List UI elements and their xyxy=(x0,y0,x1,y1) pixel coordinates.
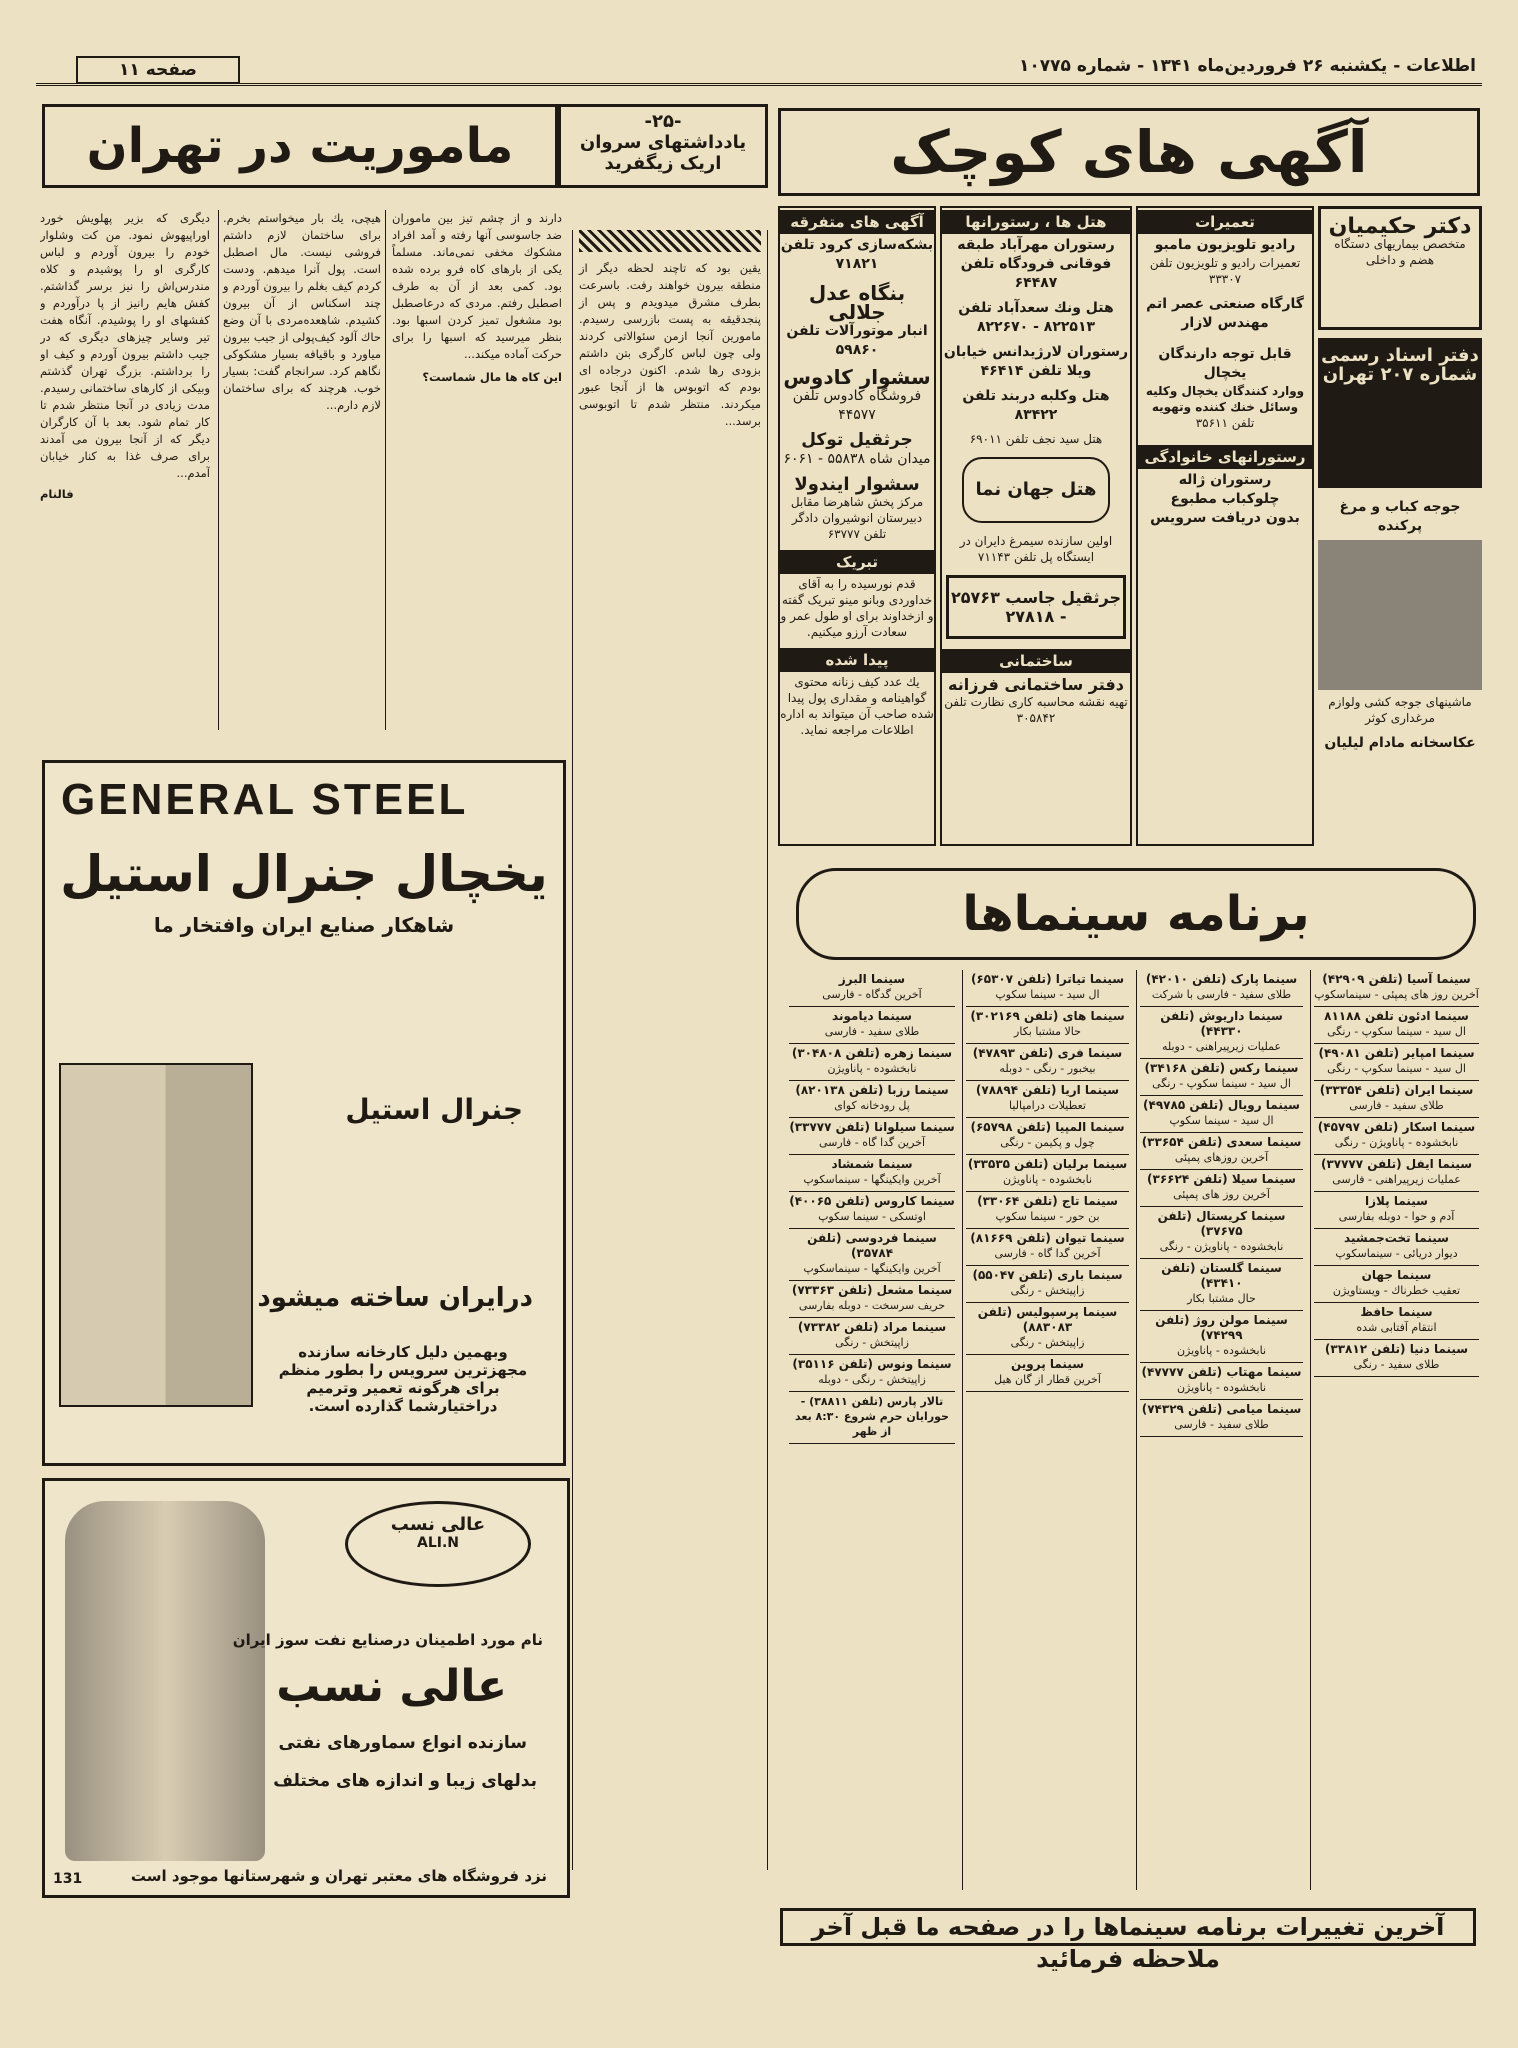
cinema-film: نابخشوده - پاناویژن - رنگی xyxy=(1159,1240,1284,1253)
cinema-film: زاپیتخش - رنگی - دوبله xyxy=(818,1373,926,1386)
doctor-name: دکتر حکیمیان xyxy=(1328,214,1472,239)
hotel-item-2: رستوران لارژیدانس خیابان ویلا تلفن ۴۶۴۱۴ xyxy=(943,344,1129,379)
cinema-name: سینما رکس (تلفن ۳۴۱۶۸) xyxy=(1144,1061,1299,1075)
cinema-entry xyxy=(789,1229,955,1281)
cinema-entry xyxy=(789,1155,955,1192)
cinema-film: ال سید - سینما سکوپ - رنگی xyxy=(1327,1062,1466,1075)
cinema-film: آخرین گدا گاه - فارسی xyxy=(994,1247,1101,1260)
cinema-entry xyxy=(966,970,1129,1007)
fridge-image xyxy=(59,1063,253,1407)
cinema-entry xyxy=(789,970,955,1007)
cinema-name: سینما سیلا (تلفن ۳۶۶۲۴) xyxy=(1147,1172,1296,1186)
article-col1-text: دیگری که بزیر پهلویش خورد اوراپیهوش نمود. من کت وشلوار خودم را بیرون آوردم و لباس کارگری او را پوشیدم و کلاه مندرس‌اش را نیز برسر گذاشتم. کفش هایم رانیز از پا درآوردم و کفشهای او را پوشیدم. آنگاه هفت تیر وسایر چیزهای دیگری که در جیب داشتم بیرون آوردم و کیف او را برداشتم. بزرگ تهران گذشتم وبیکی از کارهای ساختمانی رسیدم. مدت زیادی در آنجا منتظر شدم تا کار تمام شود. بعد با آن کارگران دیگر که از آنجا بیرون می آمدند برای صرف غذا به کنار خیابان آمدم... xyxy=(40,211,210,480)
hotel-item-0: رستوران مهرآباد طبقه فوقانی فرودگاه تلفن ۶۴۴۸۷ xyxy=(957,237,1115,291)
ali-number: 131 xyxy=(53,1871,83,1887)
cinema-film: حال مشتبا بکار xyxy=(1187,1292,1256,1305)
cinema-film: نابخشوده - پاناویژن xyxy=(1176,1381,1267,1394)
cinema-name: سینما ونوس (تلفن ۳۵۱۱۶) xyxy=(792,1357,952,1371)
cinema-film: ال سید - سینما سکوپ xyxy=(995,988,1100,1001)
cinema-entry xyxy=(789,1081,955,1118)
construction-header: ساختمانی xyxy=(942,649,1130,673)
cinema-entry xyxy=(966,1192,1129,1229)
cinema-film: ال سید - سینما سکوپ - رنگی xyxy=(1327,1025,1466,1038)
jarsaghil-ad: جرثقیل جاسب ۲۵۷۶۳ - ۲۷۸۱۸ xyxy=(946,575,1126,639)
cinema-name: سینما مهتاب (تلفن ۴۷۷۷۷) xyxy=(1141,1365,1302,1379)
cinema-name: سینما پارک (تلفن ۴۲۰۱۰) xyxy=(1145,972,1298,986)
cinema-film: زاپیتخش - رنگی xyxy=(1010,1336,1085,1349)
cinema-name: سینما داریوش (تلفن ۴۴۳۳۰) xyxy=(1160,1009,1283,1038)
cinema-name: سینما تخت‌جمشید xyxy=(1344,1231,1449,1245)
article-col3-text: دارند و از چشم تیز بین ماموران ضد جاسوسی آنها رفته و آمد افراد مشکوك مخفی نمی‌ماند. مسلماً یکی از بارهای کاه فرو برده شده بود. کمی بعد از آن به طرف اصطبل رفتم. مردی که درعاصطبل بود مشغول تمیز کردن اسبها بود. بنظر میرسید که اسبها را برای حرکت آماده میکند... xyxy=(392,211,562,361)
cinema-entry xyxy=(966,1355,1129,1392)
cinema-name: سینما مولن روژ (تلفن ۷۴۲۹۹) xyxy=(1155,1313,1288,1342)
subtitle-line-2: اریک زیگفرید xyxy=(604,153,722,174)
cinema-name: سینما زهره (تلفن ۳۰۴۸۰۸) xyxy=(791,1046,953,1060)
cinema-film: آدم و حوا - دوبله بفارسی xyxy=(1338,1210,1455,1223)
ali-logo xyxy=(345,1501,531,1587)
article-column-4 xyxy=(572,230,768,1870)
cinema-name: سینما سعدی (تلفن ۳۳۶۵۴) xyxy=(1141,1135,1302,1149)
ali-nasab-ad xyxy=(42,1478,570,1898)
cinema-column-2 xyxy=(1136,970,1306,1890)
cinema-film: پل رودخانه کوای xyxy=(834,1099,910,1112)
cinema-name: سینما مراد (تلفن ۷۳۳۸۲) xyxy=(797,1320,947,1334)
cinema-film: چول و پکیمن - رنگی xyxy=(1000,1136,1095,1149)
cinema-film: نابخشوده - پاناویژن xyxy=(1176,1344,1267,1357)
cinema-entry xyxy=(1140,970,1303,1007)
cinema-entry xyxy=(789,1192,955,1229)
cinema-name: سینما های (تلفن ۳۰۲۱۶۹) xyxy=(970,1009,1125,1023)
article-subtitle-box xyxy=(558,104,768,188)
article-signature: فالنام xyxy=(40,487,74,501)
found-header: پیدا شده xyxy=(780,648,934,672)
cinema-entry xyxy=(789,1044,955,1081)
cinema-name: سینما گلستان (تلفن ۴۳۴۱۰) xyxy=(1161,1261,1282,1290)
cinema-film: تعقیب خطرناك - ویستاویژن xyxy=(1332,1284,1461,1297)
classifieds-misc xyxy=(778,206,936,846)
gs-fa-title: یخچال جنرال استیل xyxy=(60,845,548,903)
cinema-entry xyxy=(966,1266,1129,1303)
cinema-film: نابخشوده - پاناویژن xyxy=(1002,1173,1093,1186)
cinema-film: ال سید - سینما سکوپ - رنگی xyxy=(1152,1077,1291,1090)
cinema-name: سینما میامی (تلفن ۷۴۳۲۹) xyxy=(1141,1402,1302,1416)
cinema-name: سینما امپایر (تلفن ۴۹۰۸۱) xyxy=(1318,1046,1475,1060)
cinema-entry xyxy=(966,1007,1129,1044)
cinema-entry xyxy=(1140,1259,1303,1311)
classifieds-right xyxy=(1318,206,1482,846)
cinema-film: زاپیتخش - رنگی xyxy=(1010,1284,1085,1297)
gs-brand: GENERAL STEEL xyxy=(61,775,469,824)
cinema-entry xyxy=(966,1118,1129,1155)
cinema-name: سینما پلازا xyxy=(1365,1194,1428,1208)
chicken-header: جوجه کباب و مرغ پرکنده xyxy=(1339,499,1461,534)
construction-item-1: تهیه نقشه محاسبه کاری نظارت تلفن ۳۰۵۸۴۲ xyxy=(944,695,1128,725)
classifieds-hotels xyxy=(940,206,1132,846)
rest-item-2: بدون دریافت سرویس xyxy=(1150,510,1300,526)
cinema-entry xyxy=(789,1355,955,1392)
hotel-banner-text: اولین سازنده سیمرغ دایران در ایستگاه پل تلفن ۷۱۱۴۳ xyxy=(959,534,1113,564)
cinema-film: زاپیتخش - رنگی xyxy=(835,1336,909,1349)
ali-line-1: نام مورد اطمینان درصنایع نفت سوز ایران xyxy=(232,1631,543,1649)
cinema-entry xyxy=(1314,1044,1479,1081)
cinema-film: طلای سفید - فارسی xyxy=(1349,1099,1444,1112)
cinema-film: نابخشوده - پاناویژن - رنگی xyxy=(1334,1136,1459,1149)
cinema-name: سینما مشعل (تلفن ۷۳۳۶۳) xyxy=(791,1283,953,1297)
classifieds-masthead: آگهی های کوچک xyxy=(778,108,1480,196)
cinema-name: سینما پروین xyxy=(1010,1357,1085,1371)
cinema-name: سینما المپیا (تلفن ۶۵۷۹۸) xyxy=(970,1120,1125,1134)
cinema-column-1 xyxy=(1310,970,1482,1890)
cinema-entry xyxy=(966,1155,1129,1192)
cinema-film: طلای سفید - فارسی xyxy=(824,1025,920,1038)
cinema-name: سینما فری (تلفن ۴۷۸۹۳) xyxy=(972,1046,1123,1060)
cinema-footer-note: آخرین تغییرات برنامه سینماها را در صفحه ما قبل آخر ملاحظه فرمائید xyxy=(780,1908,1476,1946)
cinema-film: انتقام آفتابی شده xyxy=(1356,1321,1437,1334)
cinema-entry xyxy=(966,1044,1129,1081)
misc-item-1: بنگاه عدل جلالی xyxy=(808,281,906,324)
cinema-film: آخرین قطار از گان هیل xyxy=(994,1373,1101,1386)
cinema-name: سینما البرز xyxy=(838,972,906,986)
issue-info: اطلاعات - یکشنبه ۲۶ فروردین‌ماه ۱۳۴۱ - شماره ۱۰۷۷۵ xyxy=(1019,56,1476,76)
cinema-film: عملیات زیرپیراهنی - فارسی xyxy=(1332,1173,1461,1186)
cinema-entry xyxy=(1140,1059,1303,1096)
repair-item-0: رادیو تلویزیون مامبو xyxy=(1154,237,1296,253)
cinema-film: آخرین روز های پمپئی xyxy=(1173,1188,1270,1201)
ornament xyxy=(579,230,761,252)
cinema-name: سینما دیاموند xyxy=(832,1009,912,1023)
article-column-2 xyxy=(218,210,386,730)
article-col2-text: هیچی، یك بار میخواستم بخرم. برای ساختمان لازم داشتم فروشی نیست. مال اصطبل است. پول آنرا میدهم. ودست کردم کیف بغلم را بیرون آوردم و چند اسکناس از آن بیرون کشیدم. شاهعده‌مردی با آن وضع حاك آلود کیف‌پولی از جیب بیرون میاورد و باقیافه بسیار مشکوکی نگاهم کرد. سرانجام گفت: بسیار خوب. هرچند که برای ساختمان لازم دارم... xyxy=(223,211,381,412)
cinema-name: سینما کریستال (تلفن ۳۷۶۷۵) xyxy=(1157,1209,1286,1238)
cinema-entry xyxy=(966,1081,1129,1118)
cinema-name: سینما رویال (تلفن ۴۹۷۸۵) xyxy=(1143,1098,1300,1112)
cinema-entry xyxy=(1140,1207,1303,1259)
cinema-column-4 xyxy=(786,970,958,1890)
cinema-name: سینما باری (تلفن ۵۵۰۴۷) xyxy=(972,1268,1123,1282)
cinema-entry xyxy=(1314,1118,1479,1155)
cinema-name: سینما رزبا (تلفن ۸۲۰۱۳۸) xyxy=(795,1083,949,1097)
cinema-entry xyxy=(1314,1303,1479,1340)
cinema-entry xyxy=(789,1118,955,1155)
misc-item-7: سشوار ایندولا xyxy=(794,474,920,495)
repairs-header: تعمیرات xyxy=(1138,210,1312,234)
cinema-film: طلای سفید - فارسی با شرکت xyxy=(1151,988,1292,1001)
cinema-film: عملیات زیرپیراهنی - دوبله xyxy=(1161,1040,1282,1053)
cinema-entry xyxy=(1314,1007,1479,1044)
classifieds-repairs xyxy=(1136,206,1314,846)
cinema-film: آخرین روز های پمپئی - سینماسکوپ xyxy=(1314,988,1479,1001)
cinema-entry xyxy=(1140,1311,1303,1363)
cinema-entry xyxy=(1314,1192,1479,1229)
repair-item-5: ووارد کنندگان یخچال وکلیه وسائل خنك کننده وتهویه xyxy=(1145,384,1305,414)
article-col3-bottom: این کاه ها مال شماست؟ xyxy=(422,370,562,384)
cinema-film: آخرین وایکینگها - سینماسکوپ xyxy=(803,1262,941,1275)
cinema-name: سینما دنیا (تلفن ۳۳۸۱۲) xyxy=(1324,1342,1469,1356)
cinema-name: سینما حافظ xyxy=(1360,1305,1433,1319)
cinema-name: سینما ایفل (تلفن ۳۷۷۷۷) xyxy=(1320,1157,1473,1171)
cinema-film: آخرین روزهای پمپئی xyxy=(1174,1151,1269,1164)
hotel-item-1: هتل ونك سعدآباد تلفن ۸۲۲۵۱۳ - ۸۲۲۶۷۰ xyxy=(958,300,1114,335)
misc-item-0: بشکه‌سازی کرود تلفن ۷۱۸۲۱ xyxy=(780,237,934,272)
repair-item-1: تعمیرات رادیو و تلویزیون تلفن ۳۳۳۰۷ xyxy=(1149,256,1301,286)
general-steel-ad xyxy=(42,760,566,1466)
cinema-entry xyxy=(1140,1170,1303,1207)
hotels-header: هتل ها ، رستورانها xyxy=(942,210,1130,234)
chicken-sub: ماشینهای جوجه کشی ولوازم مرغداری کوثر xyxy=(1328,695,1472,725)
construction-item-0: دفتر ساختمانی فرزانه xyxy=(948,675,1124,694)
gs-brand-fa: جنرال استیل xyxy=(345,1093,523,1126)
repair-item-3: مهندس لازار xyxy=(1181,315,1269,331)
cinema-film: آخرین وایکینگها - سینماسکوپ xyxy=(803,1173,941,1186)
gs-fa-sub: شاهکار صنایع ایران وافتخار ما xyxy=(153,913,455,937)
cinema-name: سینما برلیان (تلفن ۳۳۵۳۵) xyxy=(967,1157,1128,1171)
cinema-entry xyxy=(1314,970,1479,1007)
notary-title: دفتر اسناد رسمی xyxy=(1321,345,1479,366)
cinema-film: بیخبور - رنگی - دوبله xyxy=(999,1062,1096,1075)
page-header xyxy=(36,52,1482,86)
congrats-header: تبریک xyxy=(780,550,934,574)
cinema-name: سینما آسیا (تلفن ۴۲۹۰۹) xyxy=(1322,972,1471,986)
cinema-name: سینما ادئون تلفن ۸۱۱۸۸ xyxy=(1324,1009,1469,1023)
cinema-name: سینما فردوسی (تلفن ۳۵۷۸۴) xyxy=(807,1231,937,1260)
misc-item-5: جرثقیل توکل xyxy=(801,430,913,450)
cinema-entry xyxy=(789,1007,955,1044)
subtitle-line-1: یادداشتهای سروان xyxy=(579,132,747,153)
cinema-name: سینما اسکار (تلفن ۴۵۷۹۷) xyxy=(1317,1120,1476,1134)
ali-line-2: عالی نسب xyxy=(276,1661,507,1712)
series-number: -۲۵- xyxy=(644,111,682,132)
restaurants-header: رستورانهای خانوادگی xyxy=(1138,445,1312,469)
page-number: صفحه ۱۱ xyxy=(76,56,240,84)
cinema-name: سینما تیاترا (تلفن ۶۵۳۰۷) xyxy=(970,972,1125,986)
doctor-ad xyxy=(1318,206,1482,330)
congrats-text: قدم نورسیده را به آقای خداوردی وبانو مینو تبریک گفته و ازخداوند برای او طول عمر و سعادت آرزو میکنیم. xyxy=(780,577,934,639)
ali-line-3: سازنده انواع سماورهای نفتی xyxy=(278,1733,527,1753)
repair-item-2: گارگاه صنعتی عصر اتم xyxy=(1146,296,1304,312)
photo-studio: عکاسخانه مادام لیلیان xyxy=(1324,735,1476,751)
cinema-title: برنامه سینماها xyxy=(796,868,1476,960)
rest-item-0: رستوران ژاله xyxy=(1178,472,1272,488)
notary-ad xyxy=(1318,338,1482,488)
ali-line-4: بدلهای زیبا و اندازه های مختلف xyxy=(273,1771,537,1791)
repair-item-6: تلفن ۳۵۶۱۱ xyxy=(1195,416,1255,430)
cinema-name: سینما اریا (تلفن ۷۸۸۹۴) xyxy=(975,1083,1120,1097)
cinema-film: آخرین گدگاه - فارسی xyxy=(822,988,922,1001)
gs-service-text: وبهمین دلیل کارخانه سازنده مجهزترین سرویس را بطور منظم برای هرگونه تعمیر وترمیم دراختیارشما گذارده است. xyxy=(278,1343,528,1415)
cinema-film: ال سید - سینما سکوپ xyxy=(1169,1114,1274,1127)
cinema-film: نابخشوده - پاناویژن xyxy=(827,1062,917,1075)
notary-number: شماره ۲۰۷ تهران xyxy=(1322,364,1478,385)
hotel-banner: هتل جهان نما xyxy=(962,457,1110,523)
misc-item-2: انبار موتورآلات تلفن ۵۹۸۶۰ xyxy=(786,323,928,358)
samovar-image xyxy=(65,1501,265,1861)
cinema-name: سینما شمشاد xyxy=(831,1157,913,1171)
cinema-film: طلای سفید - رنگی xyxy=(1353,1358,1440,1371)
misc-header: آگهی های متفرقه xyxy=(780,210,934,234)
cinema-name: سینما پرسپولیس (تلفن ۸۸۳۰۸۳) xyxy=(977,1305,1118,1334)
cinema-name: سینما کاروس (تلفن ۴۰۰۶۵) xyxy=(789,1194,955,1208)
cinema-film: حالا مشتبا بکار xyxy=(1014,1025,1081,1038)
cinema-name: سینما ایران (تلفن ۳۳۳۵۴) xyxy=(1319,1083,1474,1097)
cinema-film: طلای سفید - فارسی xyxy=(1174,1418,1269,1431)
cinema-entry xyxy=(1314,1266,1479,1303)
hotel-item-4: هتل سید نجف تلفن ۶۹۰۱۱ xyxy=(969,432,1103,446)
misc-item-4: فروشگاه کادوس تلفن ۴۴۵۷۷ xyxy=(792,388,922,423)
cinema-entry xyxy=(1140,1096,1303,1133)
cinema-film: اوتسکی - سینما سکوپ xyxy=(818,1210,926,1223)
cinema-entry xyxy=(789,1281,955,1318)
article-column-3 xyxy=(392,210,562,730)
repair-item-4: قابل توجه دارندگان یخچال xyxy=(1158,346,1292,381)
cinema-film: بن حور - سینما سکوپ xyxy=(995,1210,1100,1223)
cinema-entry xyxy=(966,1303,1129,1355)
ali-logo-fa: عالی نسب xyxy=(390,1514,486,1535)
misc-item-3: سشوار کادوس xyxy=(783,365,931,389)
cinema-name: سینما جهان xyxy=(1361,1268,1432,1282)
cinema-name: سینما تیوان (تلفن ۸۱۶۶۹) xyxy=(970,1231,1125,1245)
ali-footer: نزد فروشگاه های معتبر تهران و شهرستانها موجود است xyxy=(130,1867,547,1885)
cinema-entry xyxy=(1140,1363,1303,1400)
cinema-entry xyxy=(1314,1340,1479,1377)
found-text: یك عدد کیف زنانه محتوی گواهینامه و مقداری پول پیدا شده صاحب آن میتواند به اداره اطلاعات مراجعه نماید. xyxy=(780,675,934,737)
article-col4-text: یقین بود که تاچند لحظه دیگر از منطقه بیرون خواهند رفت. باسرعت بطرف مشرق میدویدم و پس از پنجدقیقه به پست بازرسی رسیدم. مامورین آنجا ازمن سئوالاتی کردند ولی چون لباس کارگری بتن داشتم بزودی رها شدم. اکنون درجاده ای بودم که اتوبوس ها از آنجا عبور میکردند. منتظر شدم تا اتوبوسی برسد... xyxy=(579,261,761,428)
cinema-entry xyxy=(1314,1081,1479,1118)
hotel-item-3: هتل وکلبه دربند تلفن ۸۳۴۲۲ xyxy=(962,388,1110,423)
cinema-name: سینما تاج (تلفن ۳۳۰۶۴) xyxy=(977,1194,1118,1208)
misc-item-6: میدان شاه ۵۵۸۳۸ - ۶۰۶۱ xyxy=(783,451,931,467)
cinema-entry xyxy=(1314,1229,1479,1266)
cinema-entry xyxy=(1140,1400,1303,1437)
cinema-entry xyxy=(1314,1155,1479,1192)
cinema-film: حریف سرسخت - دوبله بفارسی xyxy=(798,1299,946,1312)
cinema-film: تعطیلات درامپالیا xyxy=(1009,1099,1086,1112)
cinema-entry xyxy=(966,1229,1129,1266)
cinema-entry xyxy=(1140,1133,1303,1170)
cinema-entry xyxy=(789,1318,955,1355)
chicken-photo xyxy=(1318,540,1482,690)
article-title: ماموریت در تهران xyxy=(42,104,558,188)
cinema-film: آخرین گدا گاه - فارسی xyxy=(818,1136,926,1149)
cinema-entry xyxy=(1140,1007,1303,1059)
rest-item-1: چلوکباب مطبوع xyxy=(1170,491,1280,507)
cinema-name: سینما سیلوانا (تلفن ۳۳۷۷۷) xyxy=(789,1120,955,1134)
article-column-1 xyxy=(40,210,210,730)
misc-item-8: مرکز پخش شاهرضا مقابل دبیرستان انوشیروان دادگر تلفن ۶۳۷۷۷ xyxy=(790,495,924,541)
cinema-film: دیوار دریائی - سینماسکوپ xyxy=(1335,1247,1458,1260)
doctor-specialty: متخصص بیماریهای دستگاه هضم و داخلی xyxy=(1334,237,1466,267)
gs-made-in-iran: درایران ساخته میشود xyxy=(257,1283,533,1313)
ali-logo-en: ALI.N xyxy=(417,1535,459,1551)
cinema-last-entry: تالار پارس (تلفن ۳۸۸۱۱) - حورایان حرم شروع ۸:۳۰ بعد از ظهر xyxy=(789,1392,955,1444)
cinema-column-3 xyxy=(962,970,1132,1890)
